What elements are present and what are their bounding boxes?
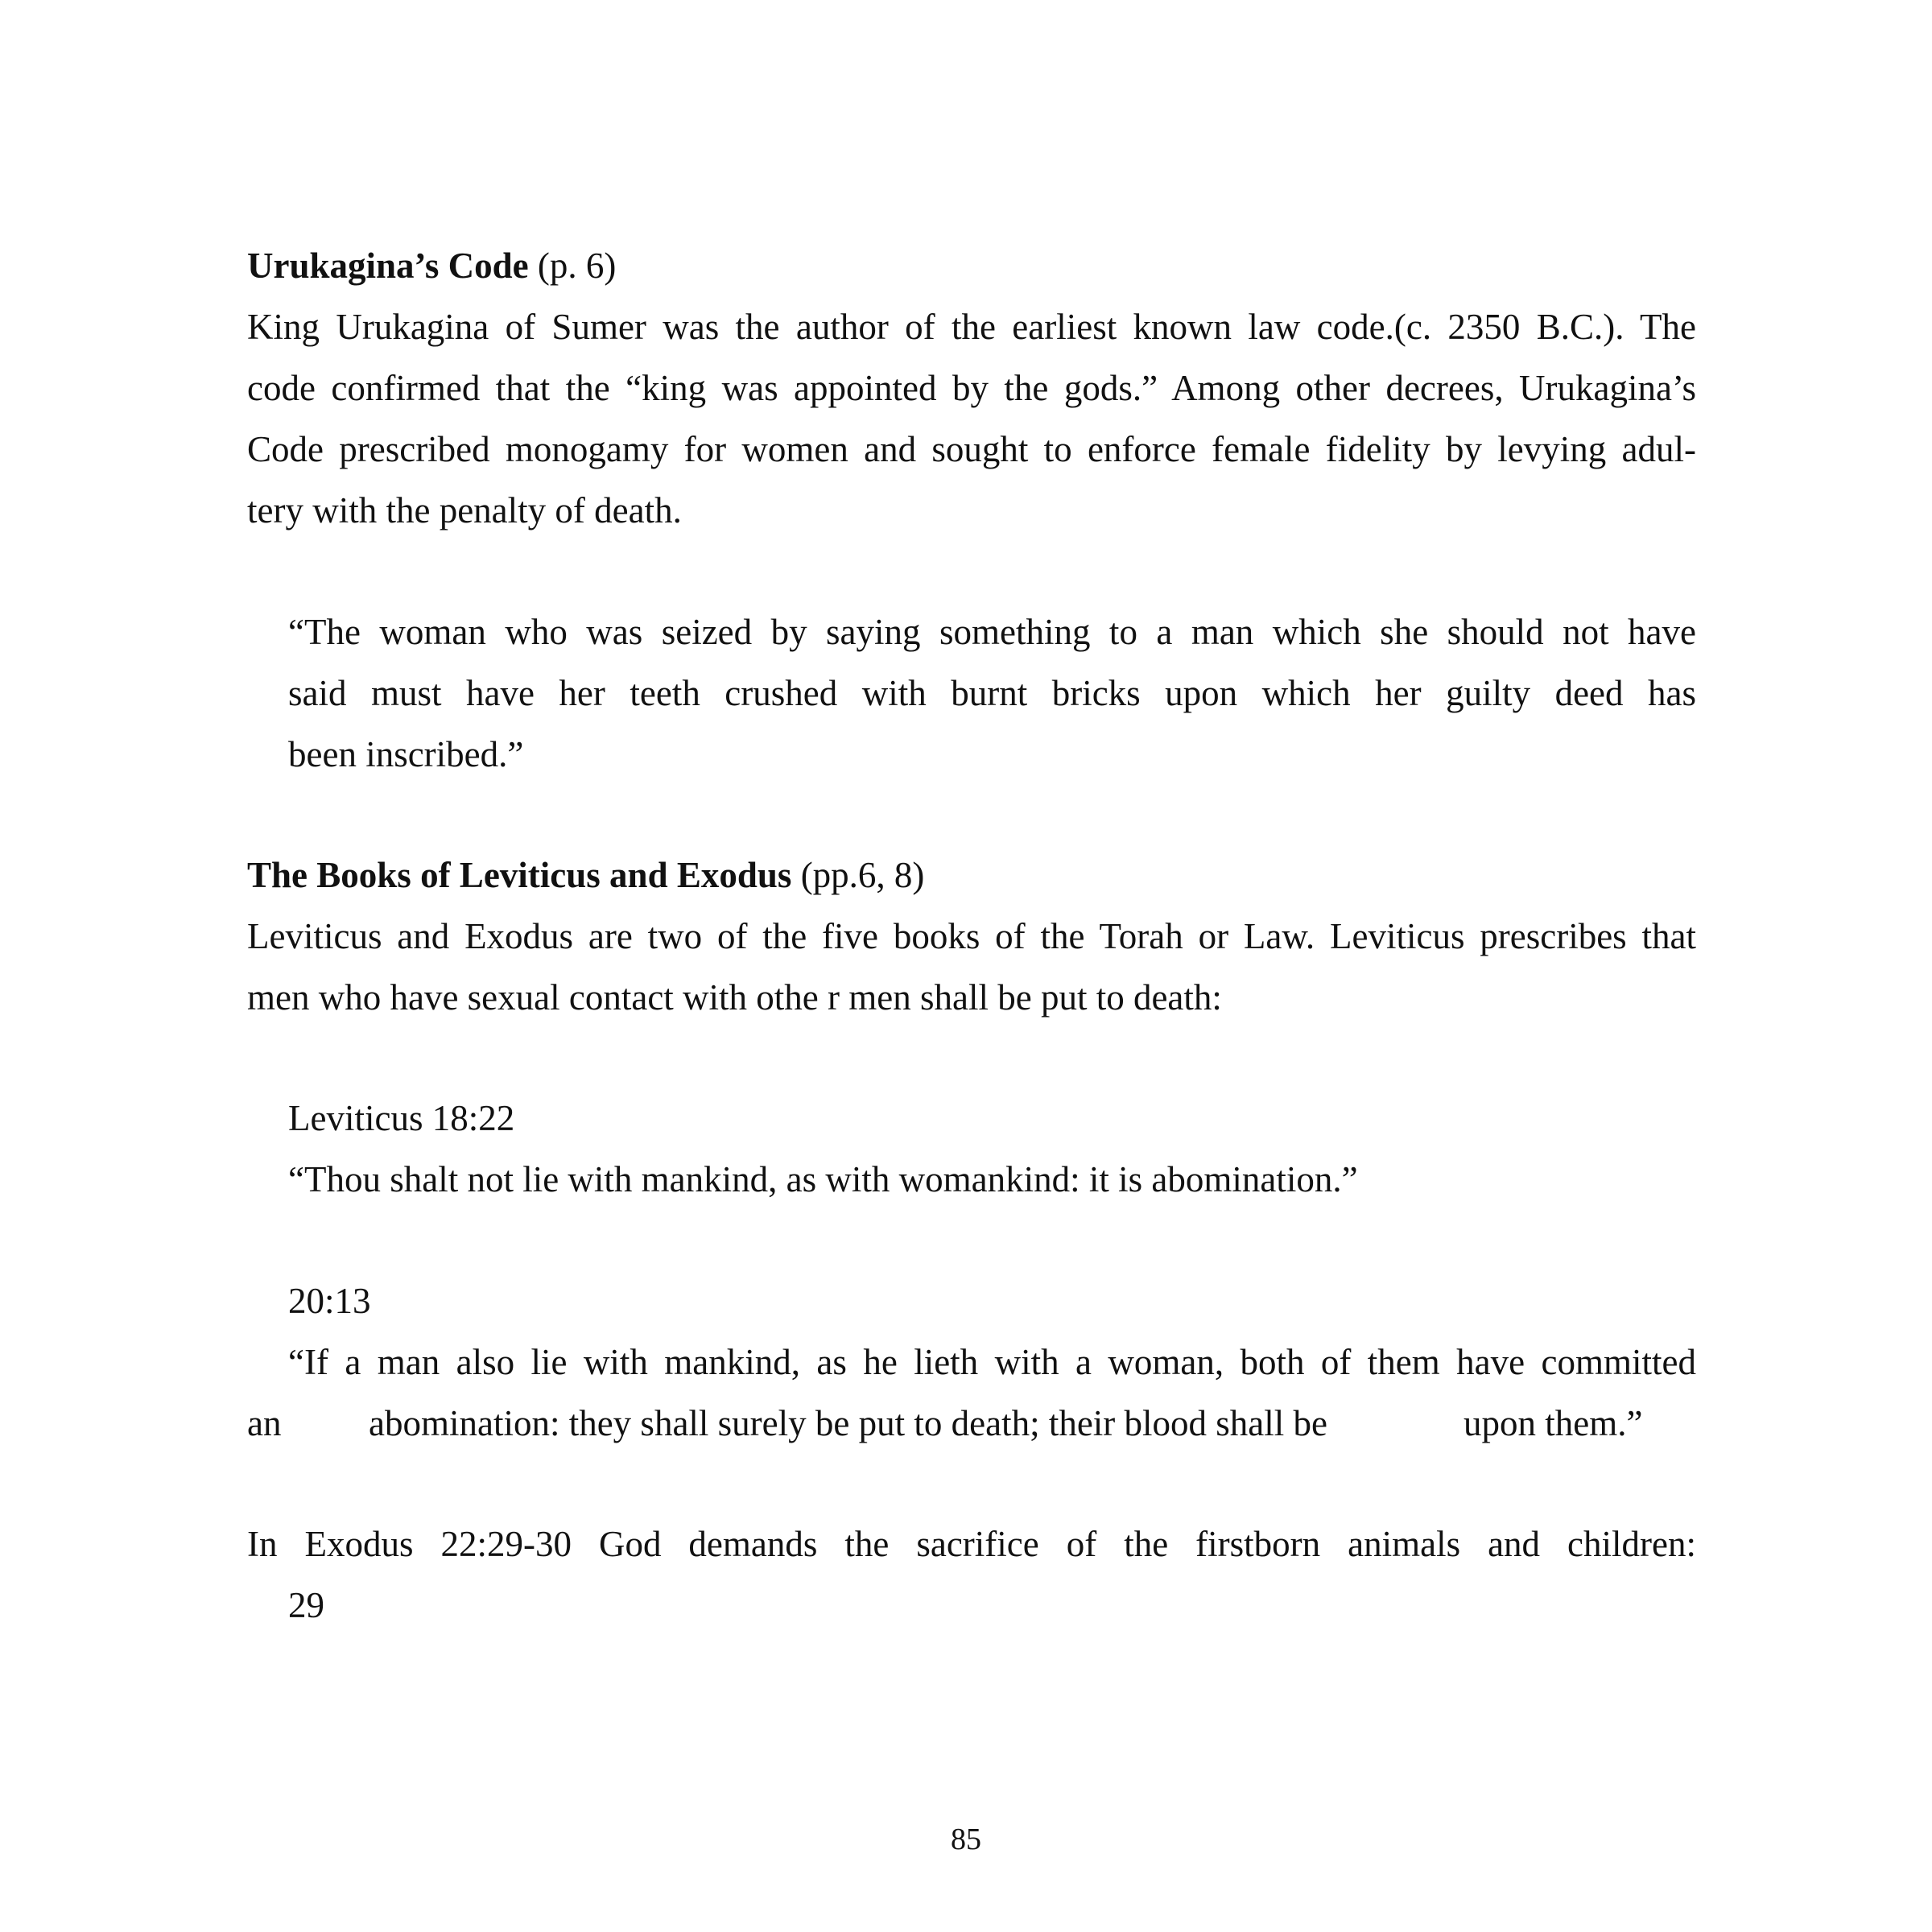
verse-reference: Leviticus 18:22: [288, 1098, 515, 1138]
paragraph-line: In Exodus 22:29-30 God demands the sacrifice of the firstborn animals and children:: [247, 1524, 1696, 1564]
verse-text: “If a man also lie with mankind, as he lieth with a woman, both of them have committed: [288, 1342, 1696, 1382]
page-reference: (p. 6): [537, 246, 617, 286]
section-heading-leviticus-exodus: [247, 851, 1696, 899]
paragraph-line: men who have sexual contact with othe r men shall be put to death:: [247, 977, 1222, 1018]
quote-line: said must have her teeth crushed with burnt bricks upon which her guilty deed has: [288, 673, 1696, 713]
verse-text: “Thou shalt not lie with mankind, as with womankind: it is abomination.”: [288, 1159, 1358, 1199]
section-title: The Books of Leviticus and Exodus: [247, 855, 792, 895]
paragraph-line: Code prescribed monogamy for women and sought to enforce female fidelity by levying adul-: [247, 429, 1696, 469]
quote-line: “The woman who was seized by saying something to a man which she should not have: [288, 612, 1696, 652]
section-title: Urukagina’s Code: [247, 246, 529, 286]
paragraph-line: Leviticus and Exodus are two of the five books of the Torah or Law. Leviticus prescribes that: [247, 916, 1696, 956]
verse-text-fragment: an: [247, 1403, 282, 1443]
paragraph-line: code confirmed that the “king was appointed by the gods.” Among other decrees, Urukagina’s: [247, 368, 1696, 408]
verse-reference: 20:13: [288, 1281, 371, 1321]
verse-text-fragment: upon them.”: [1463, 1403, 1643, 1443]
paragraph-line: King Urukagina of Sumer was the author of the earliest known law code.(c. 2350 B.C.). The: [247, 307, 1696, 347]
paragraph-line: tery with the penalty of death.: [247, 490, 682, 530]
quote-line: been inscribed.”: [288, 734, 524, 774]
section-heading-urukagina: [247, 242, 1696, 290]
verse-text-fragment: abomination: they shall surely be put to death; their blood shall be: [369, 1403, 1328, 1443]
page-number: 85: [951, 1823, 981, 1856]
page-reference: (pp.6, 8): [800, 855, 925, 895]
verse-reference: 29: [288, 1585, 324, 1625]
